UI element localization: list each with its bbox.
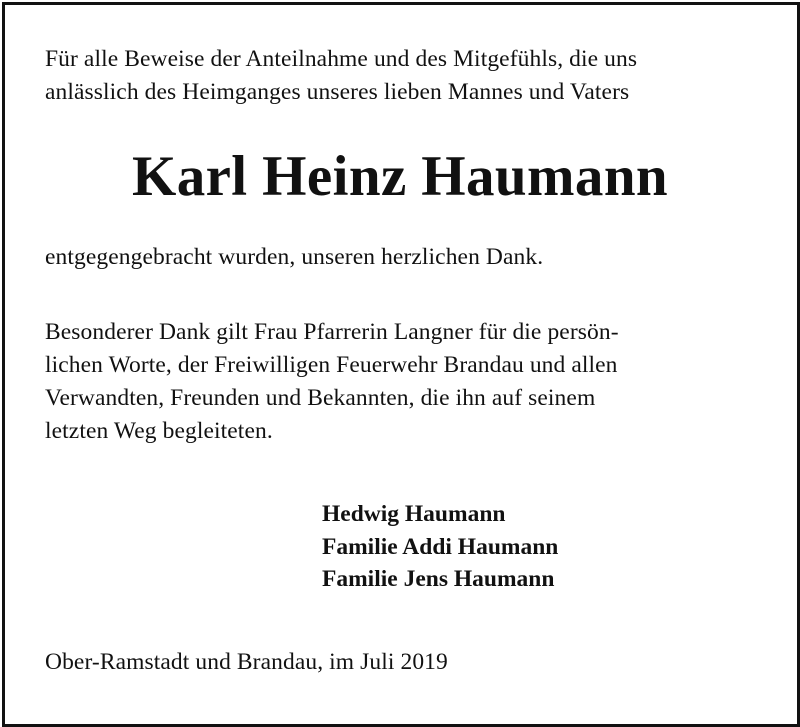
signature-family-addi: Familie Addi Haumann: [322, 534, 559, 560]
signature-family-jens: Familie Jens Haumann: [322, 566, 555, 592]
intro-line-2: anlässlich des Heimganges unseres lieben Mannes und Vaters: [45, 79, 630, 105]
special-thanks-line-2: lichen Worte, der Freiwilligen Feuerwehr Brandau und allen: [45, 352, 618, 378]
place-date: Ober-Ramstadt und Brandau, im Juli 2019: [45, 649, 448, 675]
special-thanks-line-1: Besonderer Dank gilt Frau Pfarrerin Langner für die persön-: [45, 319, 619, 345]
thanks-line: entgegengebracht wurden, unseren herzlichen Dank.: [45, 244, 544, 270]
special-thanks-line-4: letzten Weg begleiteten.: [45, 418, 273, 444]
deceased-name: Karl Heinz Haumann: [131, 145, 669, 208]
special-thanks-line-3: Verwandten, Freunden und Bekannten, die ihn auf seinem: [45, 385, 596, 411]
intro-line-1: Für alle Beweise der Anteilnahme und des Mitgefühls, die uns: [45, 46, 638, 72]
signature-hedwig: Hedwig Haumann: [322, 501, 506, 527]
